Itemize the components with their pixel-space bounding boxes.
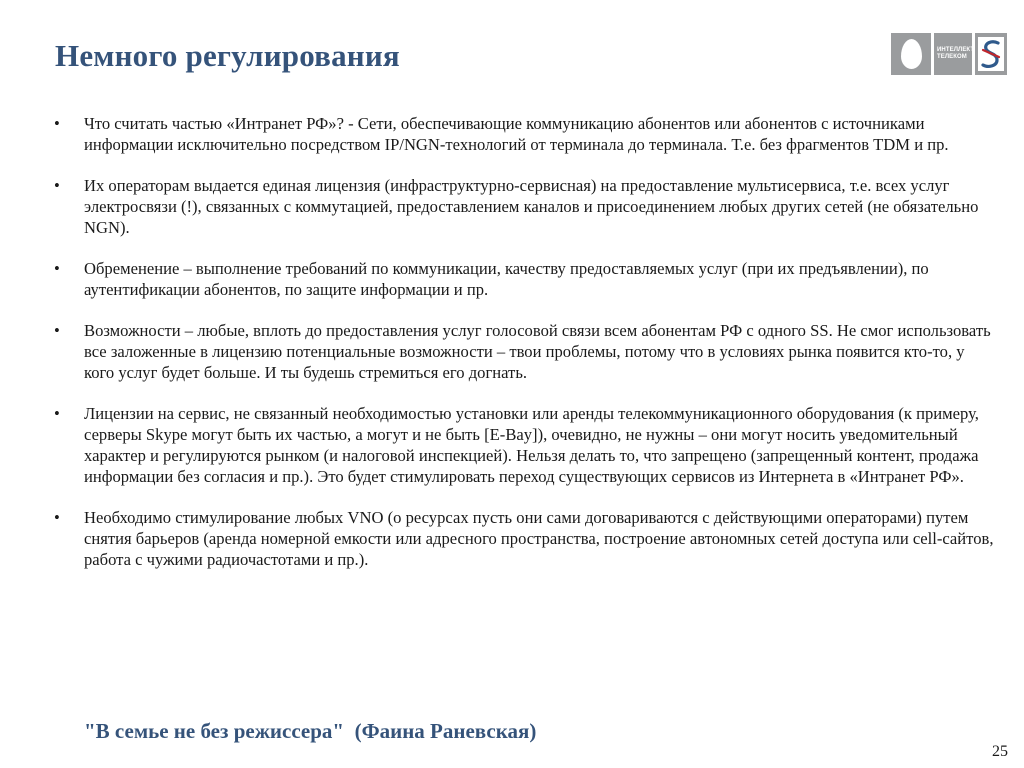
bullet-text: Возможности – любые, вплоть до предоставления услуг голосовой связи всем абонентам РФ с одного SS. Не смог использовать все заложенные в лицензию потенциальные возможности – твои проблемы, потому что в условиях рынка появится кто-то, у кого услуг будет больше. И ты будешь стремиться его догнать.: [84, 321, 991, 382]
quote: "В семье не без режиссера" (Фаина Раневская): [84, 719, 537, 743]
company-logo: [891, 33, 1008, 75]
bullet-item: [54, 113, 994, 155]
s-mark-icon: [978, 37, 1004, 71]
bullet-item: [54, 507, 994, 570]
bullet-text: Что считать частью «Интранет РФ»? - Сети, обеспечивающие коммуникацию абонентов или абонентов с источниками информации исключительно посредством IP/NGN-технологий от терминала до терминала. Т.е. без фрагментов TDM и пр.: [84, 114, 949, 154]
bullet-marker: •: [54, 176, 60, 195]
bullet-text: Необходимо стимулирование любых VNO (о ресурсах пусть они сами договариваются с действующими операторами) путем снятия барьеров (аренда номерной емкости или адресного пространства, построение автономных сетей доступа или cell-сайтов, работа с чужими радиочастотами и пр.).: [84, 508, 994, 569]
logo-wordmark: ИНТЕЛЛЕКТ ТЕЛЕКОМ: [937, 47, 975, 60]
bullet-item: [54, 320, 994, 383]
bullet-item: [54, 258, 994, 300]
bullet-item: [54, 403, 994, 487]
bullet-marker: •: [54, 114, 60, 133]
bullet-text: Обременение – выполнение требований по коммуникации, качеству предоставляемых услуг (при их предъявлении), по аутентификации абонентов, по защите информации и пр.: [84, 259, 929, 299]
bullet-marker: •: [54, 321, 60, 340]
logo-s-block: [975, 33, 1007, 75]
logo-egg-block: [891, 33, 931, 75]
bullet-item: [54, 175, 994, 238]
bullet-marker: •: [54, 404, 60, 423]
logo-text-block: [934, 33, 975, 75]
slide-title: Немного регулирования: [55, 38, 400, 73]
bullet-marker: •: [54, 508, 60, 527]
egg-icon: [901, 39, 922, 69]
page-number: 25: [992, 743, 1008, 760]
bullet-text: Их операторам выдается единая лицензия (инфраструктурно-сервисная) на предоставление мультисервиса, т.е. всех услуг электросвязи (!), связанных с коммутацией, предоставлением каналов и присоединением любых других сетей (не обязательно NGN).: [84, 176, 979, 237]
bullet-text: Лицензии на сервис, не связанный необходимостью установки или аренды телекоммуникационного оборудования (к примеру, серверы Skype могут быть их частью, а могут и не быть [E-Bay]), очевидно, не нужны – они могут носить уведомительный характер и регулируются рынком (и налоговой инспекцией). Нельзя делать то, что запрещено (запрещенный контент, продажа информации без согласия и пр.). Это будет стимулировать переход существующих сервисов из Интернета в «Интранет РФ».: [84, 404, 979, 486]
bullet-marker: •: [54, 259, 60, 278]
bullet-list: [54, 113, 994, 590]
